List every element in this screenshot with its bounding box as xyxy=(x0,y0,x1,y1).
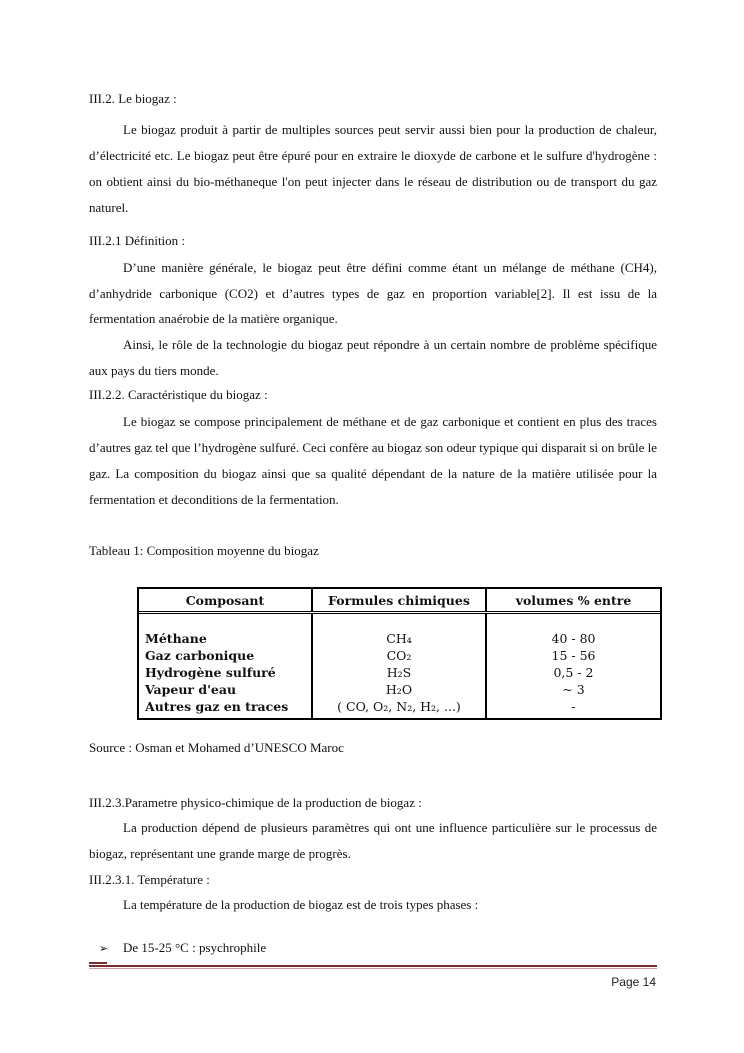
table-cell: CO₂ xyxy=(386,648,412,663)
paragraph-temperature: La température de la production de biogaz est de trois types phases : xyxy=(123,897,479,912)
table-cell: ( CO, O₂, N₂, H₂, ...) xyxy=(337,699,461,714)
page-number: Page 14 xyxy=(611,975,656,989)
paragraph-intro: Le biogaz produit à partir de multiples sources peut servir aussi bien pour la production de chaleur, d’électricité etc. Le biogaz peut être épuré pour en extraire le dioxyde de carbone et le sulfure d'hydrogène : on obtient ainsi du bio-méthaneque l'on peut injecter dans le réseau de distribution ou de transport du gaz naturel. xyxy=(89,122,657,215)
heading-caracteristique: III.2.2. Caractéristique du biogaz : xyxy=(89,387,268,402)
table-source: Source : Osman et Mohamed d’UNESCO Maroc xyxy=(89,740,344,755)
footer-rule xyxy=(89,965,657,967)
table-header-volumes: volumes % entre xyxy=(486,589,660,613)
bullet-text: De 15-25 °C : psychrophile xyxy=(123,940,267,955)
table-cell: CH₄ xyxy=(386,631,412,646)
paragraph-parametre: La production dépend de plusieurs paramètres qui ont une influence particulière sur le processus de biogaz, représentant une grande marge de progrès. xyxy=(89,820,657,861)
table-cell: 40 - 80 xyxy=(551,631,596,646)
table-cell: ~ 3 xyxy=(562,682,585,697)
composition-table xyxy=(137,587,662,720)
table-header-composant: Composant xyxy=(139,589,312,613)
heading-biogaz: III.2. Le biogaz : xyxy=(89,91,177,106)
heading-definition: III.2.1 Définition : xyxy=(89,233,186,248)
table-cell: Vapeur d'eau xyxy=(145,682,237,697)
table-column-composants xyxy=(139,613,312,719)
table-cell: 15 - 56 xyxy=(551,648,596,663)
paragraph-caracteristique: Le biogaz se compose principalement de méthane et de gaz carbonique et contient en plus des traces d’autres gaz tel que l’hydrogène sulfuré. Ceci confère au biogaz son odeur typique qui disparait si on brûle le gaz. La composition du biogaz ainsi que sa qualité dépendant de la nature de la matière utilisée pour la fermentation et deconditions de la fermentation. xyxy=(89,414,657,507)
heading-temperature: III.2.3.1. Température : xyxy=(89,872,210,887)
table-cell: Autres gaz en traces xyxy=(145,699,289,714)
table-cell: Méthane xyxy=(145,631,207,646)
table-cell: Gaz carbonique xyxy=(145,648,255,663)
arrow-bullet-icon: ➢ xyxy=(99,942,109,955)
paragraph-definition: D’une manière générale, le biogaz peut être défini comme étant un mélange de méthane (CH4), d’anhydride carbonique (CO2) et d’autres types de gaz en proportion variable[2]. Il est issu de la fermentation anaérobie de la matière organique. xyxy=(89,260,657,327)
footer-rule-thin xyxy=(89,968,657,969)
table-caption: Tableau 1: Composition moyenne du biogaz xyxy=(89,543,319,558)
table-cell: Hydrogène sulfuré xyxy=(145,665,276,680)
table-header-formules: Formules chimiques xyxy=(312,589,486,613)
paragraph-role: Ainsi, le rôle de la technologie du biogaz peut répondre à un certain nombre de problème spécifique aux pays du tiers monde. xyxy=(89,337,657,378)
table-cell: H₂O xyxy=(385,682,413,697)
footer-rule-accent xyxy=(89,962,107,964)
table-column-volumes xyxy=(486,613,660,719)
heading-parametre: III.2.3.Parametre physico-chimique de la production de biogaz : xyxy=(89,795,422,810)
table-cell: - xyxy=(571,699,576,714)
table-cell: H₂S xyxy=(386,665,412,680)
table-column-formules xyxy=(312,613,486,719)
bullet-item xyxy=(99,940,266,957)
table-cell: 0,5 - 2 xyxy=(553,665,594,680)
